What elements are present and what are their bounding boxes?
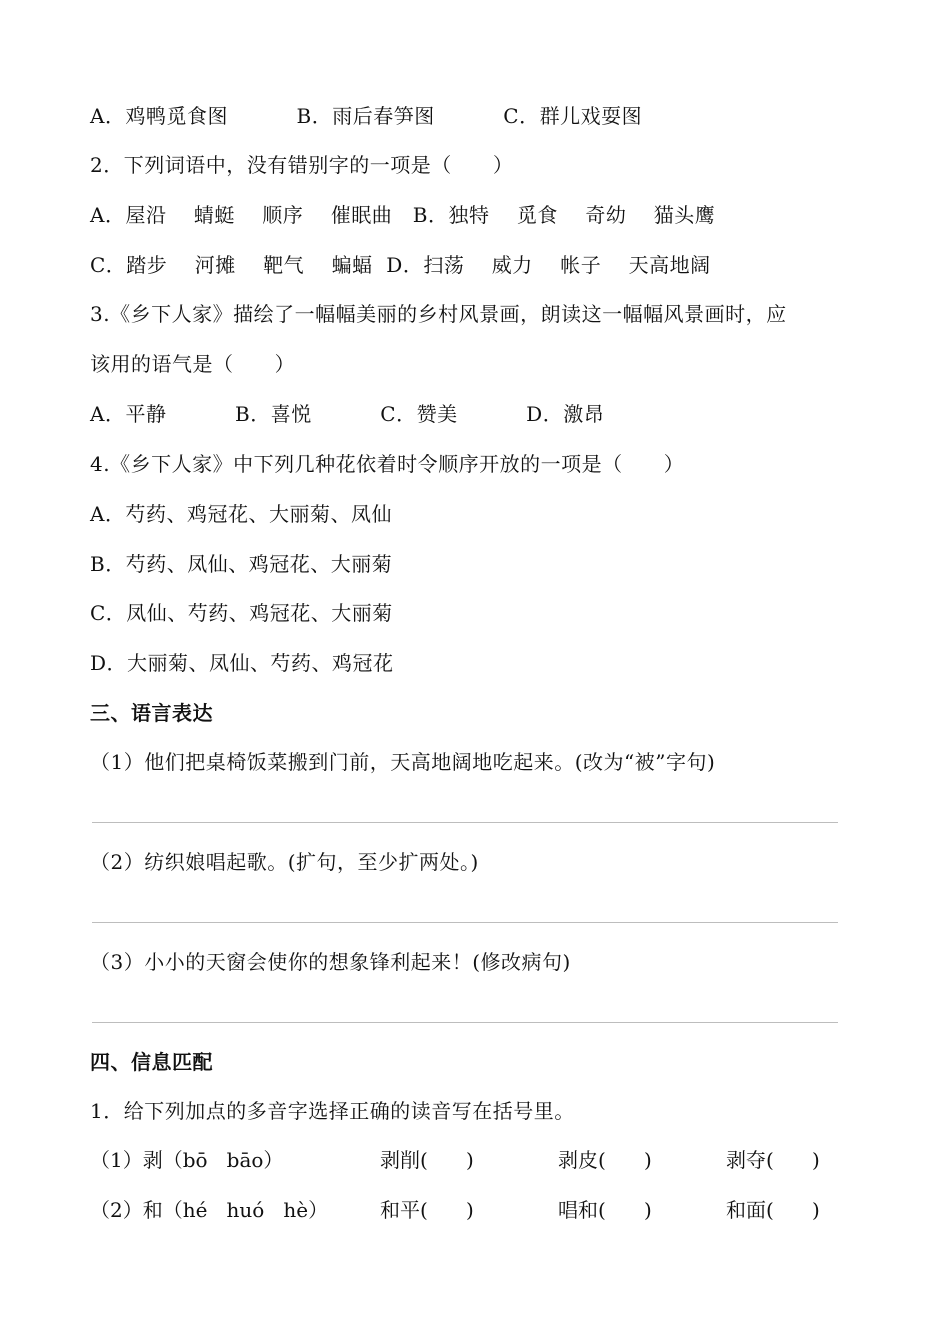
q4-option-a: A．芍药、鸡冠花、大丽菊、凤仙 <box>90 502 392 526</box>
q4-option-b: B．芍药、凤仙、鸡冠花、大丽菊 <box>90 552 393 576</box>
section3-item1: （1）他们把桌椅饭菜搬到门前，天高地阔地吃起来。(改为“被”字句) <box>90 750 716 774</box>
q2-stem: 2．下列词语中，没有错别字的一项是（ ） <box>90 153 514 177</box>
row1-label: （1）剥（bō bāo） <box>90 1148 284 1172</box>
section4-title: 四、信息匹配 <box>90 1050 213 1074</box>
q3-options: A．平静 B．喜悦 C．赞美 D．激昂 <box>90 402 605 426</box>
q4-stem: 4.《乡下人家》中下列几种花依着时令顺序开放的一项是（ ） <box>90 452 685 476</box>
section3-title: 三、语言表达 <box>90 701 213 725</box>
q3-stem-line2: 该用的语气是（ ） <box>90 352 296 376</box>
section3-item3: （3）小小的天窗会使你的想象锋利起来！(修改病句) <box>90 950 571 974</box>
answer-line-3[interactable] <box>92 1022 838 1023</box>
answer-line-2[interactable] <box>92 922 838 923</box>
row1-blank-1[interactable]: 剥削( ) <box>380 1148 474 1172</box>
row2-blank-1[interactable]: 和平( ) <box>380 1198 474 1222</box>
section4-q1: 1．给下列加点的多音字选择正确的读音写在括号里。 <box>90 1099 575 1123</box>
q2-options-line1: A．屋沿 蜻蜓 顺序 催眠曲 B．独特 觅食 奇幼 猫头鹰 <box>90 203 716 227</box>
row1-blank-2[interactable]: 剥皮( ) <box>558 1148 652 1172</box>
row2-label: （2）和（hé huó hè） <box>90 1198 329 1222</box>
answer-line-1[interactable] <box>92 822 838 823</box>
row2-blank-2[interactable]: 唱和( ) <box>558 1198 652 1222</box>
q2-options-line2: C．踏步 河摊 靶气 蝙蝠 D．扫荡 威力 帐子 天高地阔 <box>90 253 711 277</box>
row2-blank-3[interactable]: 和面( ) <box>726 1198 820 1222</box>
q1-options: A．鸡鸭觅食图 B．雨后春笋图 C．群儿戏耍图 <box>90 104 643 128</box>
q4-option-d: D．大丽菊、凤仙、芍药、鸡冠花 <box>90 651 394 675</box>
section3-item2: （2）纺织娘唱起歌。(扩句，至少扩两处。) <box>90 850 479 874</box>
q4-option-c: C．凤仙、芍药、鸡冠花、大丽菊 <box>90 601 393 625</box>
row1-blank-3[interactable]: 剥夺( ) <box>726 1148 820 1172</box>
q3-stem-line1: 3.《乡下人家》描绘了一幅幅美丽的乡村风景画，朗读这一幅幅风景画时，应 <box>90 302 787 326</box>
